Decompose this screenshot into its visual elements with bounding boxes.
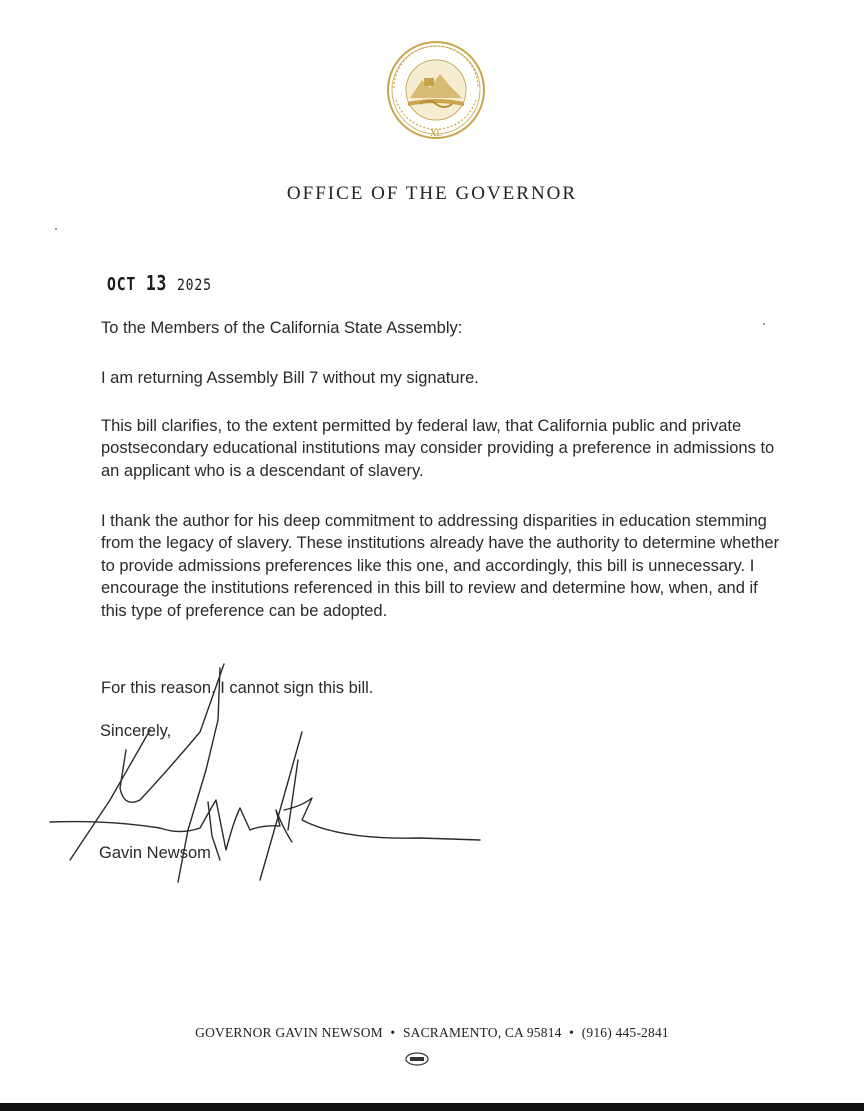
- footer-city: SACRAMENTO, CA 95814: [402, 1025, 562, 1040]
- letter-closing: Sincerely,: [100, 722, 172, 740]
- letter-paragraph: For this reason, I cannot sign this bill.: [101, 679, 374, 697]
- handwritten-signature: [40, 660, 500, 890]
- svg-text:XL: XL: [430, 128, 442, 138]
- footer-phone: (916) 445-2841: [581, 1025, 669, 1040]
- date-stamp: [107, 271, 212, 295]
- letter-paragraph: I am returning Assembly Bill 7 without my signature.: [101, 369, 479, 387]
- letterhead-footer: [0, 1025, 864, 1041]
- footer-name: GOVERNOR GAVIN NEWSOM: [195, 1025, 383, 1040]
- signer-name: Gavin Newsom: [99, 844, 211, 862]
- scan-edge: [0, 1103, 864, 1111]
- letter-salutation: To the Members of the California State Assembly:: [101, 319, 463, 337]
- date-stamp-day: 13: [145, 271, 168, 295]
- footer-separator: •: [569, 1025, 575, 1040]
- scan-speck: [55, 228, 57, 230]
- letter-paragraph: This bill clarifies, to the extent permitted by federal law, that California public and private postsecondary educational institutions may consider providing a preference in admissions to an applicant who is a descendant of slavery.: [101, 417, 775, 480]
- letter-paragraph: I thank the author for his deep commitment to addressing disparities in education stemming from the legacy of slavery. These institutions already have the authority to determine whether to provide admissions preferences like this one, and accordingly, this bill is unnecessary. I encourage the institutions referenced in this bill to review and determine how, when, and if this type of preference can be adopted.: [101, 512, 780, 620]
- date-stamp-year: 2025: [176, 275, 212, 294]
- california-seal-icon: [380, 40, 492, 144]
- footer-separator: •: [390, 1025, 396, 1040]
- union-bug-icon: [405, 1052, 429, 1066]
- date-stamp-month: OCT: [107, 274, 137, 295]
- letterhead-title: OFFICE OF THE GOVERNOR: [286, 183, 578, 204]
